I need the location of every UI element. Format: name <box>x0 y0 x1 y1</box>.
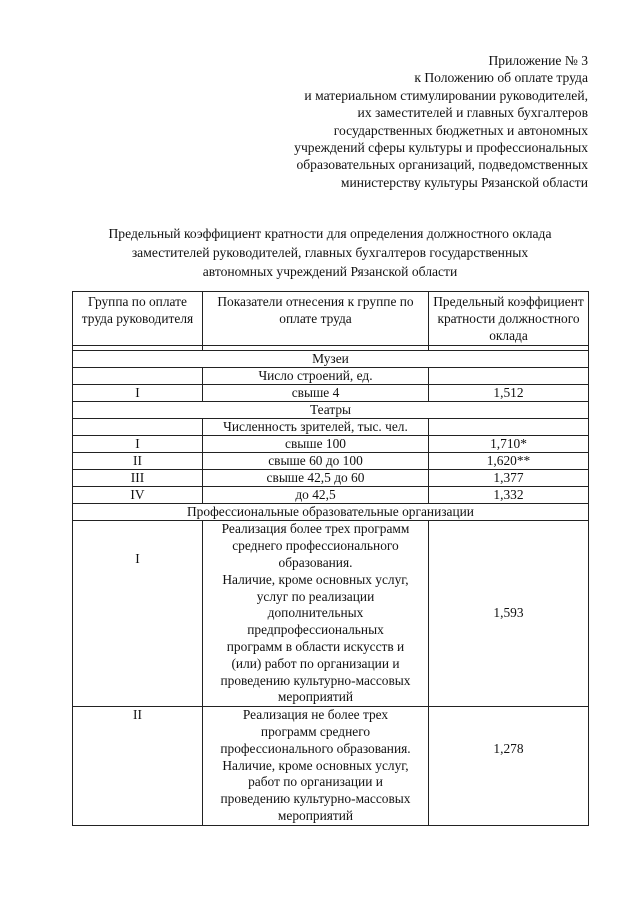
appendix-line: государственных бюджетных и автономных <box>333 122 588 138</box>
header-coefficient: Предельный коэффициент кратности должностного оклада <box>429 292 589 346</box>
title-line: заместителей руководителей, главных бухгалтеров государственных <box>131 245 529 260</box>
document-title <box>60 224 600 281</box>
title-line: автономных учреждений Рязанской области <box>202 264 458 279</box>
criterion-line: программ в области искусств и <box>226 638 405 654</box>
coef-cell: 1,332 <box>429 487 589 504</box>
criterion-line: работ по организации и <box>248 774 383 790</box>
criterion-line: среднего профессионального <box>232 538 399 554</box>
criterion-line: проведению культурно-массовых <box>220 791 411 807</box>
criterion-cell <box>203 707 429 826</box>
coef-cell: 1,593 <box>429 521 589 707</box>
appendix-block <box>168 52 588 191</box>
criterion-cell: свыше 60 до 100 <box>203 453 429 470</box>
appendix-line: министерству культуры Рязанской области <box>340 174 588 190</box>
coef-cell: 1,620** <box>429 453 589 470</box>
coef-cell: 1,710* <box>429 436 589 453</box>
group-cell: I <box>73 385 203 402</box>
table-row <box>73 453 589 470</box>
coef-cell: 1,377 <box>429 470 589 487</box>
header-group: Группа по оплате труда руководителя <box>73 292 203 346</box>
section-row <box>73 504 589 521</box>
criterion-line: мероприятий <box>277 689 354 705</box>
section-theatres: Театры <box>73 402 589 419</box>
group-cell: III <box>73 470 203 487</box>
section-museums: Музеи <box>73 351 589 368</box>
criterion-cell <box>203 521 429 707</box>
group-cell: IV <box>73 487 203 504</box>
appendix-line: и материальном стимулировании руководителей, <box>304 87 588 103</box>
table-row <box>73 521 589 707</box>
indicator-museums: Число строений, ед. <box>203 368 429 385</box>
criterion-cell: свыше 4 <box>203 385 429 402</box>
group-cell: I <box>73 436 203 453</box>
criterion-line: образования. <box>278 554 353 570</box>
appendix-line: Приложение № 3 <box>488 53 588 68</box>
section-row <box>73 402 589 419</box>
criterion-line: Реализация не более трех <box>242 707 389 723</box>
appendix-line: учреждений сферы культуры и профессиональных <box>294 140 588 156</box>
criterion-cell: свыше 100 <box>203 436 429 453</box>
criterion-line: дополнительных <box>267 605 364 621</box>
appendix-line: их заместителей и главных бухгалтеров <box>357 105 588 121</box>
coef-cell: 1,512 <box>429 385 589 402</box>
indicator-row <box>73 368 589 385</box>
criterion-line: услуг по реализации <box>256 588 375 604</box>
criterion-line: предпрофессиональных <box>247 622 384 638</box>
table-row <box>73 470 589 487</box>
indicator-row <box>73 419 589 436</box>
header-indicators: Показатели отнесения к группе по оплате труда <box>203 292 429 346</box>
group-label: II <box>133 707 142 723</box>
criterion-line: программ среднего <box>260 723 371 739</box>
section-education: Профессиональные образовательные организации <box>73 504 589 521</box>
indicator-theatres: Численность зрителей, тыс. чел. <box>203 419 429 436</box>
group-cell <box>73 521 203 707</box>
coef-cell <box>429 707 589 826</box>
criterion-line: (или) работ по организации и <box>231 655 400 671</box>
coef-value: 1,278 <box>493 741 524 757</box>
table-row <box>73 487 589 504</box>
table-header-row <box>73 292 589 346</box>
group-cell <box>73 707 203 826</box>
appendix-line: к Положению об оплате труда <box>414 70 588 86</box>
criterion-cell: свыше 42,5 до 60 <box>203 470 429 487</box>
table-row <box>73 385 589 402</box>
criterion-line: Реализация более трех программ <box>221 521 410 537</box>
title-line: Предельный коэффициент кратности для определения должностного оклада <box>108 226 552 241</box>
coefficient-table <box>72 291 588 826</box>
criterion-line: Наличие, кроме основных услуг, <box>222 571 409 587</box>
criterion-line: Наличие, кроме основных услуг, <box>222 757 409 773</box>
table-row <box>73 436 589 453</box>
group-label: I <box>135 551 140 567</box>
criterion-cell: до 42,5 <box>203 487 429 504</box>
table-row <box>73 707 589 826</box>
criterion-line: проведению культурно-массовых <box>220 672 411 688</box>
section-row <box>73 351 589 368</box>
criterion-line: профессионального образования. <box>220 740 411 756</box>
appendix-line: образовательных организаций, подведомственных <box>296 157 588 173</box>
criterion-line: мероприятий <box>277 807 354 823</box>
group-cell: II <box>73 453 203 470</box>
